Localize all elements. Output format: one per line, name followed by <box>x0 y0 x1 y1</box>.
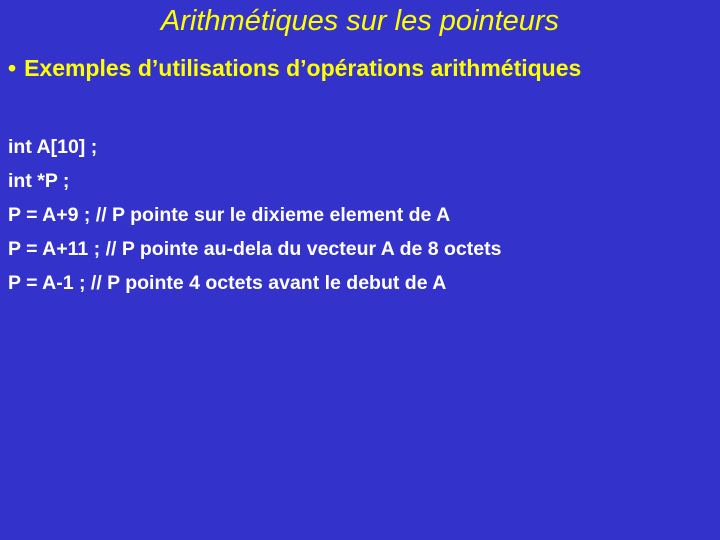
bullet-text: Exemples d’utilisations d’opérations arithmétiques <box>24 55 582 81</box>
code-line: P = A+11 ; // P pointe au-dela du vecteur A de 8 octets <box>8 238 502 260</box>
bullet-item <box>8 52 581 84</box>
code-line: P = A+9 ; // P pointe sur le dixieme element de A <box>8 204 451 226</box>
code-block <box>8 130 501 300</box>
bullet-icon: • <box>8 55 17 81</box>
code-line: int A[10] ; <box>8 136 98 158</box>
code-line: int *P ; <box>8 170 70 192</box>
code-line: P = A-1 ; // P pointe 4 octets avant le debut de A <box>8 272 447 294</box>
slide-title: Arithmétiques sur les pointeurs <box>160 5 560 37</box>
